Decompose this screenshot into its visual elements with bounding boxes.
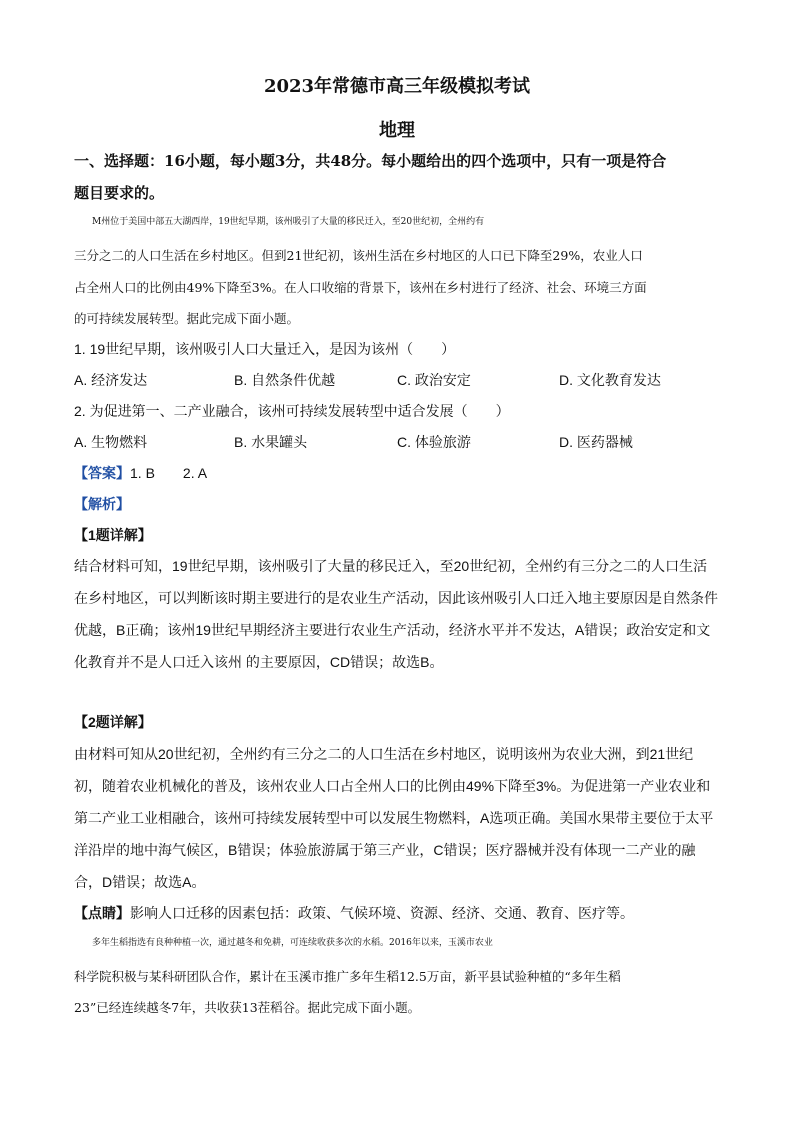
passage-line: M州位于美国中部五大湖西岸，19世纪早期，该州吸引了大量的移民迁入，至20世纪初，全州约有 xyxy=(92,217,485,227)
detail-line: 洋沿岸的地中海气候区，B错误；体验旅游属于第三产业，C错误；医疗器械并没有体现一二产业的融 xyxy=(74,842,696,858)
passage-line: 占全州人口的比例由49%下降至3%。在人口收缩的背景下，该州在乡村进行了经济、社会、环境三方面 xyxy=(74,280,647,295)
q2-option-a: A. 生物燃料 xyxy=(74,434,148,450)
exam-title: 2023年常德市高三年级模拟考试 xyxy=(263,76,531,97)
answer-value: 1. B 2. A xyxy=(130,465,208,481)
answer-line xyxy=(74,463,724,483)
detail-line: 结合材料可知，19世纪早期，该州吸引了大量的移民迁入，至20世纪初，全州约有三分之二的人口生活 xyxy=(74,558,708,574)
tip-text: 影响人口迁移的因素包括：政策、气候环境、资源、经济、交通、教育、医疗等。 xyxy=(130,905,634,921)
detail-line: 合，D错误；故选A。 xyxy=(74,874,206,890)
q1-option-b: B. 自然条件优越 xyxy=(234,372,336,388)
q1-option-c: C. 政治安定 xyxy=(397,372,471,388)
answer-label: 【答案】 xyxy=(74,465,130,481)
passage-line: 23”已经连续越冬7年，共收获13茬稻谷。据此完成下面小题。 xyxy=(74,1000,421,1015)
detail-line: 优越，B正确；该州19世纪早期经济主要进行农业生产活动，经济水平并不发达，A错误；政治安定和文 xyxy=(74,622,711,638)
question-1-stem: 1. 19世纪早期，该州吸引人口大量迁入，是因为该州（ ） xyxy=(74,341,456,357)
question-2-stem: 2. 为促进第一、二产业融合，该州可持续发展转型中适合发展（ ） xyxy=(74,403,510,419)
detail-line: 化教育并不是人口迁入该州 的主要原因，CD错误；故选B。 xyxy=(74,654,444,670)
passage-line: 三分之二的人口生活在乡村地区。但到21世纪初，该州生活在乡村地区的人口已下降至29%，农业人口 xyxy=(74,248,643,263)
detail-1-label: 【1题详解】 xyxy=(74,527,152,543)
section-heading-line1: 一、选择题：16小题，每小题3分，共48分。每小题给出的四个选项中，只有一项是符合 xyxy=(74,152,667,170)
q2-option-d: D. 医药器械 xyxy=(559,434,633,450)
detail-line: 由材料可知从20世纪初，全州约有三分之二的人口生活在乡村地区，说明该州为农业大洲，到21世纪 xyxy=(74,746,694,762)
section-heading-line2: 题目要求的。 xyxy=(74,184,165,202)
detail-2-label: 【2题详解】 xyxy=(74,714,152,730)
subject-title: 地理 xyxy=(379,120,415,141)
tip-label: 【点睛】 xyxy=(74,905,130,921)
passage-line: 科学院积极与某科研团队合作，累计在玉溪市推广多年生稻12.5万亩，新平县试验种植的“多年生稻 xyxy=(74,969,621,984)
q2-option-c: C. 体验旅游 xyxy=(397,434,471,450)
detail-line: 初，随着农业机械化的普及，该州农业人口占全州人口的比例由49%下降至3%。为促进第一产业农业和 xyxy=(74,778,711,794)
q1-option-d: D. 文化教育发达 xyxy=(559,372,661,388)
q2-option-b: B. 水果罐头 xyxy=(234,434,308,450)
detail-line: 在乡村地区，可以判断该时期主要进行的是农业生产活动，因此该州吸引人口迁入地主要原因是自然条件 xyxy=(74,590,718,606)
detail-line: 第二产业工业相融合，该州可持续发展转型中可以发展生物燃料，A选项正确。美国水果带主要位于太平 xyxy=(74,810,714,826)
analysis-label: 【解析】 xyxy=(74,496,130,512)
q1-option-a: A. 经济发达 xyxy=(74,372,148,388)
tip-line xyxy=(74,903,724,923)
passage-line: 的可持续发展转型。据此完成下面小题。 xyxy=(74,311,300,326)
passage-line: 多年生稻指选有良种种植一次，通过越冬和免耕，可连续收获多次的水稻。2016年以来，玉溪市农业 xyxy=(92,938,493,948)
